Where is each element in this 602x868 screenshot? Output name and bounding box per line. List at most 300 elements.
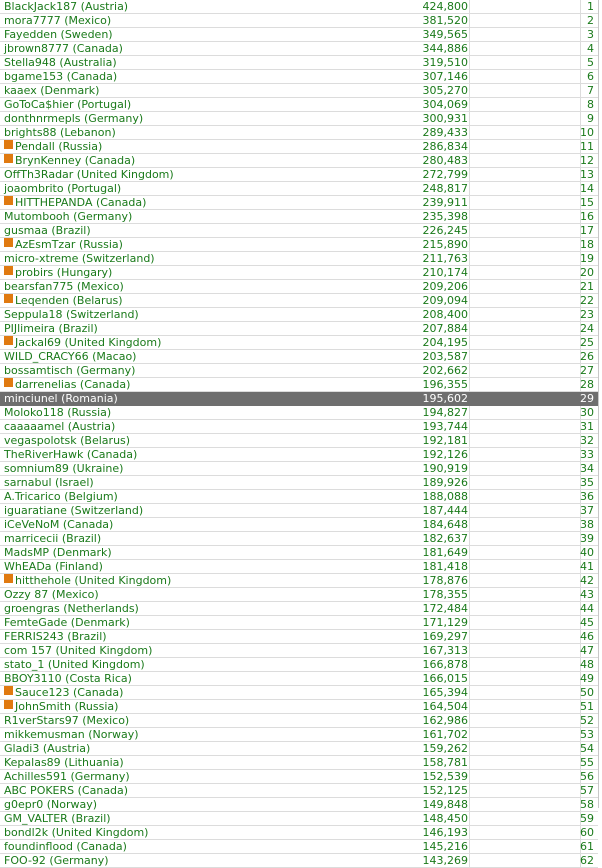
table-row[interactable] — [0, 322, 598, 336]
table-row[interactable] — [0, 112, 598, 126]
player-name: HITTHEPANDA (Canada) — [15, 196, 147, 209]
player-name: bearsfan775 (Mexico) — [4, 280, 124, 293]
player-name: iguaratiane (Switzerland) — [4, 504, 144, 517]
player-rank: 5 — [587, 56, 594, 69]
column-divider — [469, 224, 470, 237]
player-rank: 38 — [580, 518, 594, 531]
player-rank: 6 — [587, 70, 594, 83]
player-name: marricecii (Brazil) — [4, 532, 102, 545]
table-row[interactable] — [0, 504, 598, 518]
column-divider — [469, 28, 470, 41]
player-rank: 59 — [580, 812, 594, 825]
column-divider — [469, 140, 470, 153]
player-marker-icon — [4, 154, 13, 163]
player-score: 149,848 — [422, 798, 468, 811]
player-rank: 7 — [587, 84, 594, 97]
column-divider — [469, 658, 470, 671]
player-score: 304,069 — [422, 98, 468, 111]
player-score: 210,174 — [422, 266, 468, 279]
column-divider — [469, 14, 470, 27]
column-divider — [469, 56, 470, 69]
player-score: 211,763 — [422, 252, 468, 265]
player-rank: 60 — [580, 826, 594, 839]
table-row[interactable] — [0, 588, 598, 602]
table-row[interactable] — [0, 154, 598, 168]
player-rank: 26 — [580, 350, 594, 363]
column-divider — [469, 98, 470, 111]
table-row[interactable] — [0, 672, 598, 686]
player-name: Jackal69 (United Kingdom) — [15, 336, 162, 349]
player-rank: 14 — [580, 182, 594, 195]
column-divider — [469, 742, 470, 755]
column-divider — [469, 756, 470, 769]
player-name: mora7777 (Mexico) — [4, 14, 112, 27]
column-divider — [469, 322, 470, 335]
table-row[interactable] — [0, 350, 598, 364]
player-name: Gladi3 (Austria) — [4, 742, 91, 755]
column-divider — [580, 84, 581, 97]
player-name: Seppula18 (Switzerland) — [4, 308, 139, 321]
column-divider — [469, 84, 470, 97]
player-score: 203,587 — [422, 350, 468, 363]
player-name: donthnrmepls (Germany) — [4, 112, 144, 125]
player-rank: 2 — [587, 14, 594, 27]
player-name: Stella948 (Australia) — [4, 56, 117, 69]
column-divider — [469, 644, 470, 657]
table-row[interactable] — [0, 84, 598, 98]
column-divider — [469, 378, 470, 391]
player-name: somnium89 (Ukraine) — [4, 462, 124, 475]
player-score: 248,817 — [422, 182, 468, 195]
column-divider — [469, 0, 470, 13]
player-name: Leqenden (Belarus) — [15, 294, 123, 307]
table-row[interactable] — [0, 336, 598, 350]
table-row[interactable] — [0, 448, 598, 462]
player-rank: 18 — [580, 238, 594, 251]
player-score: 143,269 — [422, 854, 468, 867]
table-row[interactable] — [0, 406, 598, 420]
column-divider — [469, 784, 470, 797]
table-row[interactable] — [0, 756, 598, 770]
player-score: 171,129 — [422, 616, 468, 629]
player-rank: 20 — [580, 266, 594, 279]
table-row[interactable] — [0, 602, 598, 616]
column-divider — [580, 70, 581, 83]
player-name: com 157 (United Kingdom) — [4, 644, 153, 657]
player-name: TheRiverHawk (Canada) — [4, 448, 138, 461]
table-row[interactable] — [0, 238, 598, 252]
player-name: bossamtisch (Germany) — [4, 364, 136, 377]
column-divider — [580, 56, 581, 69]
player-name: Kepalas89 (Lithuania) — [4, 756, 124, 769]
column-divider — [469, 210, 470, 223]
column-divider — [469, 602, 470, 615]
player-name: iCeVeNoM (Canada) — [4, 518, 114, 531]
player-name: BlackJack187 (Austria) — [4, 0, 129, 13]
player-rank: 31 — [580, 420, 594, 433]
player-score: 209,206 — [422, 280, 468, 293]
column-divider — [469, 168, 470, 181]
table-row[interactable] — [0, 392, 598, 406]
player-name: Moloko118 (Russia) — [4, 406, 112, 419]
column-divider — [469, 588, 470, 601]
player-score: 148,450 — [422, 812, 468, 825]
player-name: GoToCa$hier (Portugal) — [4, 98, 132, 111]
table-row[interactable] — [0, 490, 598, 504]
player-rank: 21 — [580, 280, 594, 293]
player-score: 307,146 — [422, 70, 468, 83]
player-rank: 56 — [580, 770, 594, 783]
table-row[interactable] — [0, 56, 598, 70]
column-divider — [469, 434, 470, 447]
player-score: 349,565 — [422, 28, 468, 41]
player-name: jbrown8777 (Canada) — [4, 42, 123, 55]
column-divider — [580, 28, 581, 41]
column-divider — [469, 532, 470, 545]
table-row[interactable] — [0, 98, 598, 112]
player-name: Ozzy 87 (Mexico) — [4, 588, 99, 601]
player-name: R1verStars97 (Mexico) — [4, 714, 130, 727]
column-divider — [469, 798, 470, 811]
player-score: 280,483 — [422, 154, 468, 167]
player-rank: 17 — [580, 224, 594, 237]
column-divider — [469, 504, 470, 517]
column-divider — [469, 476, 470, 489]
player-score: 182,637 — [422, 532, 468, 545]
player-score: 424,800 — [422, 0, 468, 13]
player-rank: 53 — [580, 728, 594, 741]
player-score: 286,834 — [422, 140, 468, 153]
player-score: 204,195 — [422, 336, 468, 349]
player-rank: 50 — [580, 686, 594, 699]
table-row[interactable] — [0, 658, 598, 672]
column-divider — [469, 350, 470, 363]
table-row[interactable] — [0, 574, 598, 588]
player-name: FERRIS243 (Brazil) — [4, 630, 107, 643]
table-row[interactable] — [0, 854, 598, 868]
player-score: 161,702 — [422, 728, 468, 741]
table-row[interactable] — [0, 294, 598, 308]
player-rank: 13 — [580, 168, 594, 181]
player-name: AzEsmTzar (Russia) — [15, 238, 123, 251]
player-rank: 42 — [580, 574, 594, 587]
table-row[interactable] — [0, 630, 598, 644]
player-name: PIJlimeira (Brazil) — [4, 322, 98, 335]
player-score: 239,911 — [422, 196, 468, 209]
table-row[interactable] — [0, 644, 598, 658]
player-name: Mutombooh (Germany) — [4, 210, 133, 223]
column-divider — [469, 294, 470, 307]
player-rank: 54 — [580, 742, 594, 755]
player-name: mikkemusman (Norway) — [4, 728, 139, 741]
player-name: darrenelias (Canada) — [15, 378, 131, 391]
table-row[interactable] — [0, 714, 598, 728]
table-row[interactable] — [0, 686, 598, 700]
player-name: Pendall (Russia) — [15, 140, 103, 153]
player-score: 152,539 — [422, 770, 468, 783]
player-score: 165,394 — [422, 686, 468, 699]
player-rank: 11 — [580, 140, 594, 153]
table-row[interactable] — [0, 364, 598, 378]
player-score: 381,520 — [422, 14, 468, 27]
column-divider — [469, 630, 470, 643]
table-row[interactable] — [0, 140, 598, 154]
column-divider — [469, 126, 470, 139]
table-row[interactable] — [0, 168, 598, 182]
player-score: 172,484 — [422, 602, 468, 615]
table-row[interactable] — [0, 28, 598, 42]
player-name: probirs (Hungary) — [15, 266, 113, 279]
column-divider — [469, 280, 470, 293]
column-divider — [469, 770, 470, 783]
table-row[interactable] — [0, 14, 598, 28]
player-name: foundinflood (Canada) — [4, 840, 127, 853]
table-row[interactable] — [0, 280, 598, 294]
column-divider — [469, 238, 470, 251]
player-rank: 25 — [580, 336, 594, 349]
player-score: 190,919 — [422, 462, 468, 475]
player-rank: 36 — [580, 490, 594, 503]
column-divider — [469, 728, 470, 741]
column-divider — [469, 112, 470, 125]
player-rank: 34 — [580, 462, 594, 475]
column-divider — [469, 490, 470, 503]
table-row[interactable] — [0, 476, 598, 490]
player-rank: 3 — [587, 28, 594, 41]
player-score: 289,433 — [422, 126, 468, 139]
player-name: vegaspolotsk (Belarus) — [4, 434, 131, 447]
column-divider — [469, 812, 470, 825]
player-name: WILD_CRACY66 (Macao) — [4, 350, 137, 363]
player-rank: 15 — [580, 196, 594, 209]
player-score: 209,094 — [422, 294, 468, 307]
player-rank: 41 — [580, 560, 594, 573]
player-marker-icon — [4, 266, 13, 275]
player-score: 159,262 — [422, 742, 468, 755]
player-score: 181,649 — [422, 546, 468, 559]
column-divider — [469, 714, 470, 727]
table-row[interactable] — [0, 196, 598, 210]
table-row[interactable] — [0, 798, 598, 812]
player-rank: 48 — [580, 658, 594, 671]
player-rank: 10 — [580, 126, 594, 139]
player-score: 146,193 — [422, 826, 468, 839]
player-rank: 30 — [580, 406, 594, 419]
column-divider — [469, 560, 470, 573]
player-name: JohnSmith (Russia) — [15, 700, 119, 713]
column-divider — [469, 42, 470, 55]
player-score: 272,799 — [422, 168, 468, 181]
column-divider — [469, 854, 470, 867]
player-name: FOO-92 (Germany) — [4, 854, 109, 867]
player-rank: 9 — [587, 112, 594, 125]
player-name: sarnabul (Israel) — [4, 476, 94, 489]
column-divider — [469, 308, 470, 321]
player-rank: 46 — [580, 630, 594, 643]
column-divider — [469, 546, 470, 559]
player-score: 192,126 — [422, 448, 468, 461]
player-marker-icon — [4, 700, 13, 709]
player-score: 195,602 — [422, 392, 468, 405]
player-rank: 16 — [580, 210, 594, 223]
player-score: 166,878 — [422, 658, 468, 671]
player-rank: 40 — [580, 546, 594, 559]
table-row[interactable] — [0, 420, 598, 434]
player-name: Sauce123 (Canada) — [15, 686, 124, 699]
column-divider — [469, 266, 470, 279]
player-score: 152,125 — [422, 784, 468, 797]
table-row[interactable] — [0, 616, 598, 630]
player-score: 169,297 — [422, 630, 468, 643]
player-rank: 28 — [580, 378, 594, 391]
player-score: 192,181 — [422, 434, 468, 447]
table-row[interactable] — [0, 182, 598, 196]
player-score: 178,876 — [422, 574, 468, 587]
player-name: stato_1 (United Kingdom) — [4, 658, 145, 671]
column-divider — [469, 448, 470, 461]
player-score: 178,355 — [422, 588, 468, 601]
table-row[interactable] — [0, 252, 598, 266]
player-marker-icon — [4, 336, 13, 345]
player-name: BBOY3110 (Costa Rica) — [4, 672, 132, 685]
player-rank: 23 — [580, 308, 594, 321]
column-divider — [469, 840, 470, 853]
table-row[interactable] — [0, 784, 598, 798]
column-divider — [469, 196, 470, 209]
column-divider — [469, 420, 470, 433]
table-row[interactable] — [0, 70, 598, 84]
player-name: groengras (Netherlands) — [4, 602, 139, 615]
column-divider — [469, 336, 470, 349]
player-score: 189,926 — [422, 476, 468, 489]
table-row[interactable] — [0, 224, 598, 238]
player-rank: 49 — [580, 672, 594, 685]
player-score: 145,216 — [422, 840, 468, 853]
table-row[interactable] — [0, 728, 598, 742]
column-divider — [469, 574, 470, 587]
player-score: 162,986 — [422, 714, 468, 727]
table-row[interactable] — [0, 560, 598, 574]
column-divider — [469, 518, 470, 531]
table-row[interactable] — [0, 462, 598, 476]
column-divider — [469, 616, 470, 629]
player-name: minciunel (Romania) — [4, 392, 118, 405]
player-score: 187,444 — [422, 504, 468, 517]
player-rank: 33 — [580, 448, 594, 461]
player-name: bgame153 (Canada) — [4, 70, 118, 83]
player-score: 166,015 — [422, 672, 468, 685]
player-rank: 35 — [580, 476, 594, 489]
player-score: 184,648 — [422, 518, 468, 531]
player-score: 194,827 — [422, 406, 468, 419]
player-rank: 29 — [580, 392, 594, 405]
table-row[interactable] — [0, 742, 598, 756]
column-divider — [469, 826, 470, 839]
table-row[interactable] — [0, 266, 598, 280]
table-row[interactable] — [0, 518, 598, 532]
player-rank: 24 — [580, 322, 594, 335]
player-rank: 43 — [580, 588, 594, 601]
player-rank: 52 — [580, 714, 594, 727]
table-row[interactable] — [0, 812, 598, 826]
column-divider — [469, 252, 470, 265]
table-row[interactable] — [0, 546, 598, 560]
column-divider — [469, 686, 470, 699]
column-divider — [469, 392, 470, 405]
player-rank: 44 — [580, 602, 594, 615]
player-rank: 4 — [587, 42, 594, 55]
column-divider — [469, 182, 470, 195]
column-divider — [469, 70, 470, 83]
player-marker-icon — [4, 686, 13, 695]
table-row[interactable] — [0, 770, 598, 784]
player-name: g0epr0 (Norway) — [4, 798, 98, 811]
player-rank: 45 — [580, 616, 594, 629]
table-row[interactable] — [0, 378, 598, 392]
table-row[interactable] — [0, 840, 598, 854]
player-score: 344,886 — [422, 42, 468, 55]
player-rank: 39 — [580, 532, 594, 545]
player-score: 226,245 — [422, 224, 468, 237]
player-rank: 32 — [580, 434, 594, 447]
player-score: 202,662 — [422, 364, 468, 377]
player-name: joaombrito (Portugal) — [4, 182, 122, 195]
table-row[interactable] — [0, 126, 598, 140]
column-divider — [580, 14, 581, 27]
player-score: 164,504 — [422, 700, 468, 713]
player-rank: 57 — [580, 784, 594, 797]
player-name: MadsMP (Denmark) — [4, 546, 112, 559]
player-rank: 1 — [587, 0, 594, 13]
player-score: 300,931 — [422, 112, 468, 125]
player-score: 193,744 — [422, 420, 468, 433]
player-rank: 58 — [580, 798, 594, 811]
table-row[interactable] — [0, 700, 598, 714]
table-row[interactable] — [0, 308, 598, 322]
player-name: WhEADa (Finland) — [4, 560, 103, 573]
player-rank: 22 — [580, 294, 594, 307]
player-rank: 47 — [580, 644, 594, 657]
player-score: 207,884 — [422, 322, 468, 335]
player-name: bondl2k (United Kingdom) — [4, 826, 149, 839]
column-divider — [580, 0, 581, 13]
column-divider — [469, 406, 470, 419]
table-row[interactable] — [0, 210, 598, 224]
table-row[interactable] — [0, 0, 598, 14]
player-score: 305,270 — [422, 84, 468, 97]
player-name: ABC POKERS (Canada) — [4, 784, 129, 797]
column-divider — [469, 700, 470, 713]
table-row[interactable] — [0, 532, 598, 546]
player-rank: 12 — [580, 154, 594, 167]
player-marker-icon — [4, 294, 13, 303]
player-score: 235,398 — [422, 210, 468, 223]
table-row[interactable] — [0, 42, 598, 56]
player-marker-icon — [4, 238, 13, 247]
table-row[interactable] — [0, 826, 598, 840]
player-marker-icon — [4, 574, 13, 583]
player-score: 215,890 — [422, 238, 468, 251]
player-name: FemteGade (Denmark) — [4, 616, 130, 629]
player-name: Achilles591 (Germany) — [4, 770, 130, 783]
column-divider — [580, 42, 581, 55]
column-divider — [469, 462, 470, 475]
player-rank: 62 — [580, 854, 594, 867]
player-marker-icon — [4, 378, 13, 387]
player-rank: 61 — [580, 840, 594, 853]
table-row[interactable] — [0, 434, 598, 448]
column-divider — [580, 112, 581, 125]
